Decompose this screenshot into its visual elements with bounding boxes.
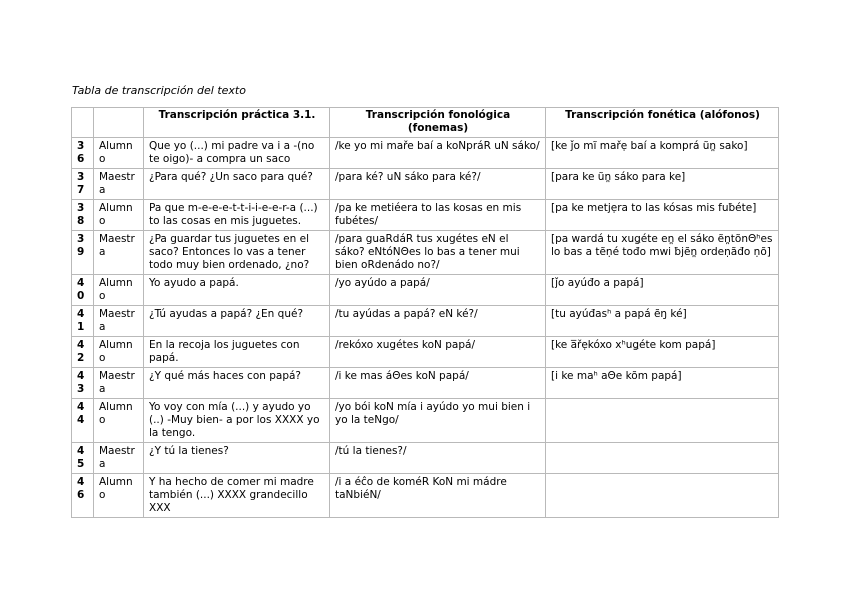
practica-cell: En la recoja los juguetes con papá. <box>144 337 330 368</box>
table-row <box>72 231 779 275</box>
fonologica-cell: /i ke mas áΘes koN papá/ <box>330 368 546 399</box>
practica-cell: Yo ayudo a papá. <box>144 275 330 306</box>
row-number-cell: 44 <box>72 399 94 443</box>
speaker-cell: Alumno <box>94 399 144 443</box>
table-row <box>72 169 779 200</box>
speaker-cell: Alumno <box>94 275 144 306</box>
row-number-cell: 45 <box>72 443 94 474</box>
fonetica-cell: [ǰo ayúđo a papá] <box>546 275 779 306</box>
fonologica-cell: /para ké? uN sáko para ké?/ <box>330 169 546 200</box>
table-row <box>72 337 779 368</box>
speaker-cell: Maestra <box>94 368 144 399</box>
fonologica-cell: /para guaRdáR tus xugétes eN el sáko? eNtóNΘes lo bas a tener mui bien oRdenádo no?/ <box>330 231 546 275</box>
row-number-cell: 46 <box>72 474 94 518</box>
fonetica-cell: [ke ǰo mĩ mařẹ baí a komprá ũn̪ sako] <box>546 138 779 169</box>
practica-cell: Yo voy con mía (...) y ayudo yo (..) -Muy bien- a por los XXXX yo la tengo. <box>144 399 330 443</box>
fonologica-cell: /i a éĉo de koméR KoN mi mádre taNbiéN/ <box>330 474 546 518</box>
transcription-table <box>71 107 779 518</box>
table-body <box>72 138 779 518</box>
fonetica-cell: [para ke ũn̪ sáko para ke] <box>546 169 779 200</box>
speaker-cell: Maestra <box>94 231 144 275</box>
fonologica-cell: /yo bói koN mía i ayúdo yo mui bien i yo la teNgo/ <box>330 399 546 443</box>
table-caption: Tabla de transcripción del texto <box>72 84 246 97</box>
row-number-cell: 36 <box>72 138 94 169</box>
header-fonologica: Transcripción fonológica (fonemas) <box>330 108 546 138</box>
fonologica-cell: /tú la tienes?/ <box>330 443 546 474</box>
fonologica-cell: /ke yo mi maře baí a koNpráR uN sáko/ <box>330 138 546 169</box>
fonetica-cell: [i ke maʰ aΘe kõm papá] <box>546 368 779 399</box>
practica-cell: Que yo (...) mi padre va i a -(no te oigo)- a compra un saco <box>144 138 330 169</box>
row-number-cell: 41 <box>72 306 94 337</box>
speaker-cell: Alumno <box>94 200 144 231</box>
table-row <box>72 368 779 399</box>
speaker-cell: Alumno <box>94 474 144 518</box>
fonologica-cell: /pa ke metiéera to las kosas en mis fubétes/ <box>330 200 546 231</box>
table-row <box>72 306 779 337</box>
header-fonetica: Transcripción fonética (alófonos) <box>546 108 779 138</box>
practica-cell: ¿Para qué? ¿Un saco para qué? <box>144 169 330 200</box>
table-row <box>72 443 779 474</box>
speaker-cell: Maestra <box>94 443 144 474</box>
row-number-cell: 40 <box>72 275 94 306</box>
fonetica-cell: [tu ayúđasʰ a papá ẽŋ ké] <box>546 306 779 337</box>
table-row <box>72 200 779 231</box>
fonologica-cell: /rekóxo xugétes koN papá/ <box>330 337 546 368</box>
fonetica-cell <box>546 399 779 443</box>
practica-cell: ¿Pa guardar tus juguetes en el saco? Entonces lo vas a tener todo muy bien ordenado, ¿no? <box>144 231 330 275</box>
header-practica: Transcripción práctica 3.1. <box>144 108 330 138</box>
table-row <box>72 399 779 443</box>
row-number-cell: 38 <box>72 200 94 231</box>
row-number-cell: 39 <box>72 231 94 275</box>
fonetica-cell: [ke a̅řẹkóxo xʰuǥéte kom papá] <box>546 337 779 368</box>
practica-cell: ¿Y tú la tienes? <box>144 443 330 474</box>
speaker-cell: Maestra <box>94 306 144 337</box>
table-row <box>72 275 779 306</box>
header-speaker <box>94 108 144 138</box>
header-number <box>72 108 94 138</box>
header-row <box>72 108 779 138</box>
practica-cell: ¿Y qué más haces con papá? <box>144 368 330 399</box>
practica-cell: Pa que m-e-e-e-t-t-i-i-e-e-r-a (...) to las cosas en mis juguetes. <box>144 200 330 231</box>
speaker-cell: Alumno <box>94 138 144 169</box>
speaker-cell: Alumno <box>94 337 144 368</box>
fonetica-cell: [pa wardá tu xuǥéte en̪ el sáko ẽn̪tõnΘʰes lo bas a tẽṇé tođo mwi ƀjẽn̪ ordeṇãđo ṇõ] <box>546 231 779 275</box>
fonologica-cell: /yo ayúdo a papá/ <box>330 275 546 306</box>
row-number-cell: 43 <box>72 368 94 399</box>
table-row <box>72 138 779 169</box>
practica-cell: ¿Tú ayudas a papá? ¿En qué? <box>144 306 330 337</box>
speaker-cell: Maestra <box>94 169 144 200</box>
fonologica-cell: /tu ayúdas a papá? eN ké?/ <box>330 306 546 337</box>
fonetica-cell: [pa ke metjẹra to las kósas mis fuƀéte] <box>546 200 779 231</box>
table-row <box>72 474 779 518</box>
fonetica-cell <box>546 474 779 518</box>
fonetica-cell <box>546 443 779 474</box>
row-number-cell: 37 <box>72 169 94 200</box>
practica-cell: Y ha hecho de comer mi madre también (...) XXXX grandecillo XXX <box>144 474 330 518</box>
row-number-cell: 42 <box>72 337 94 368</box>
